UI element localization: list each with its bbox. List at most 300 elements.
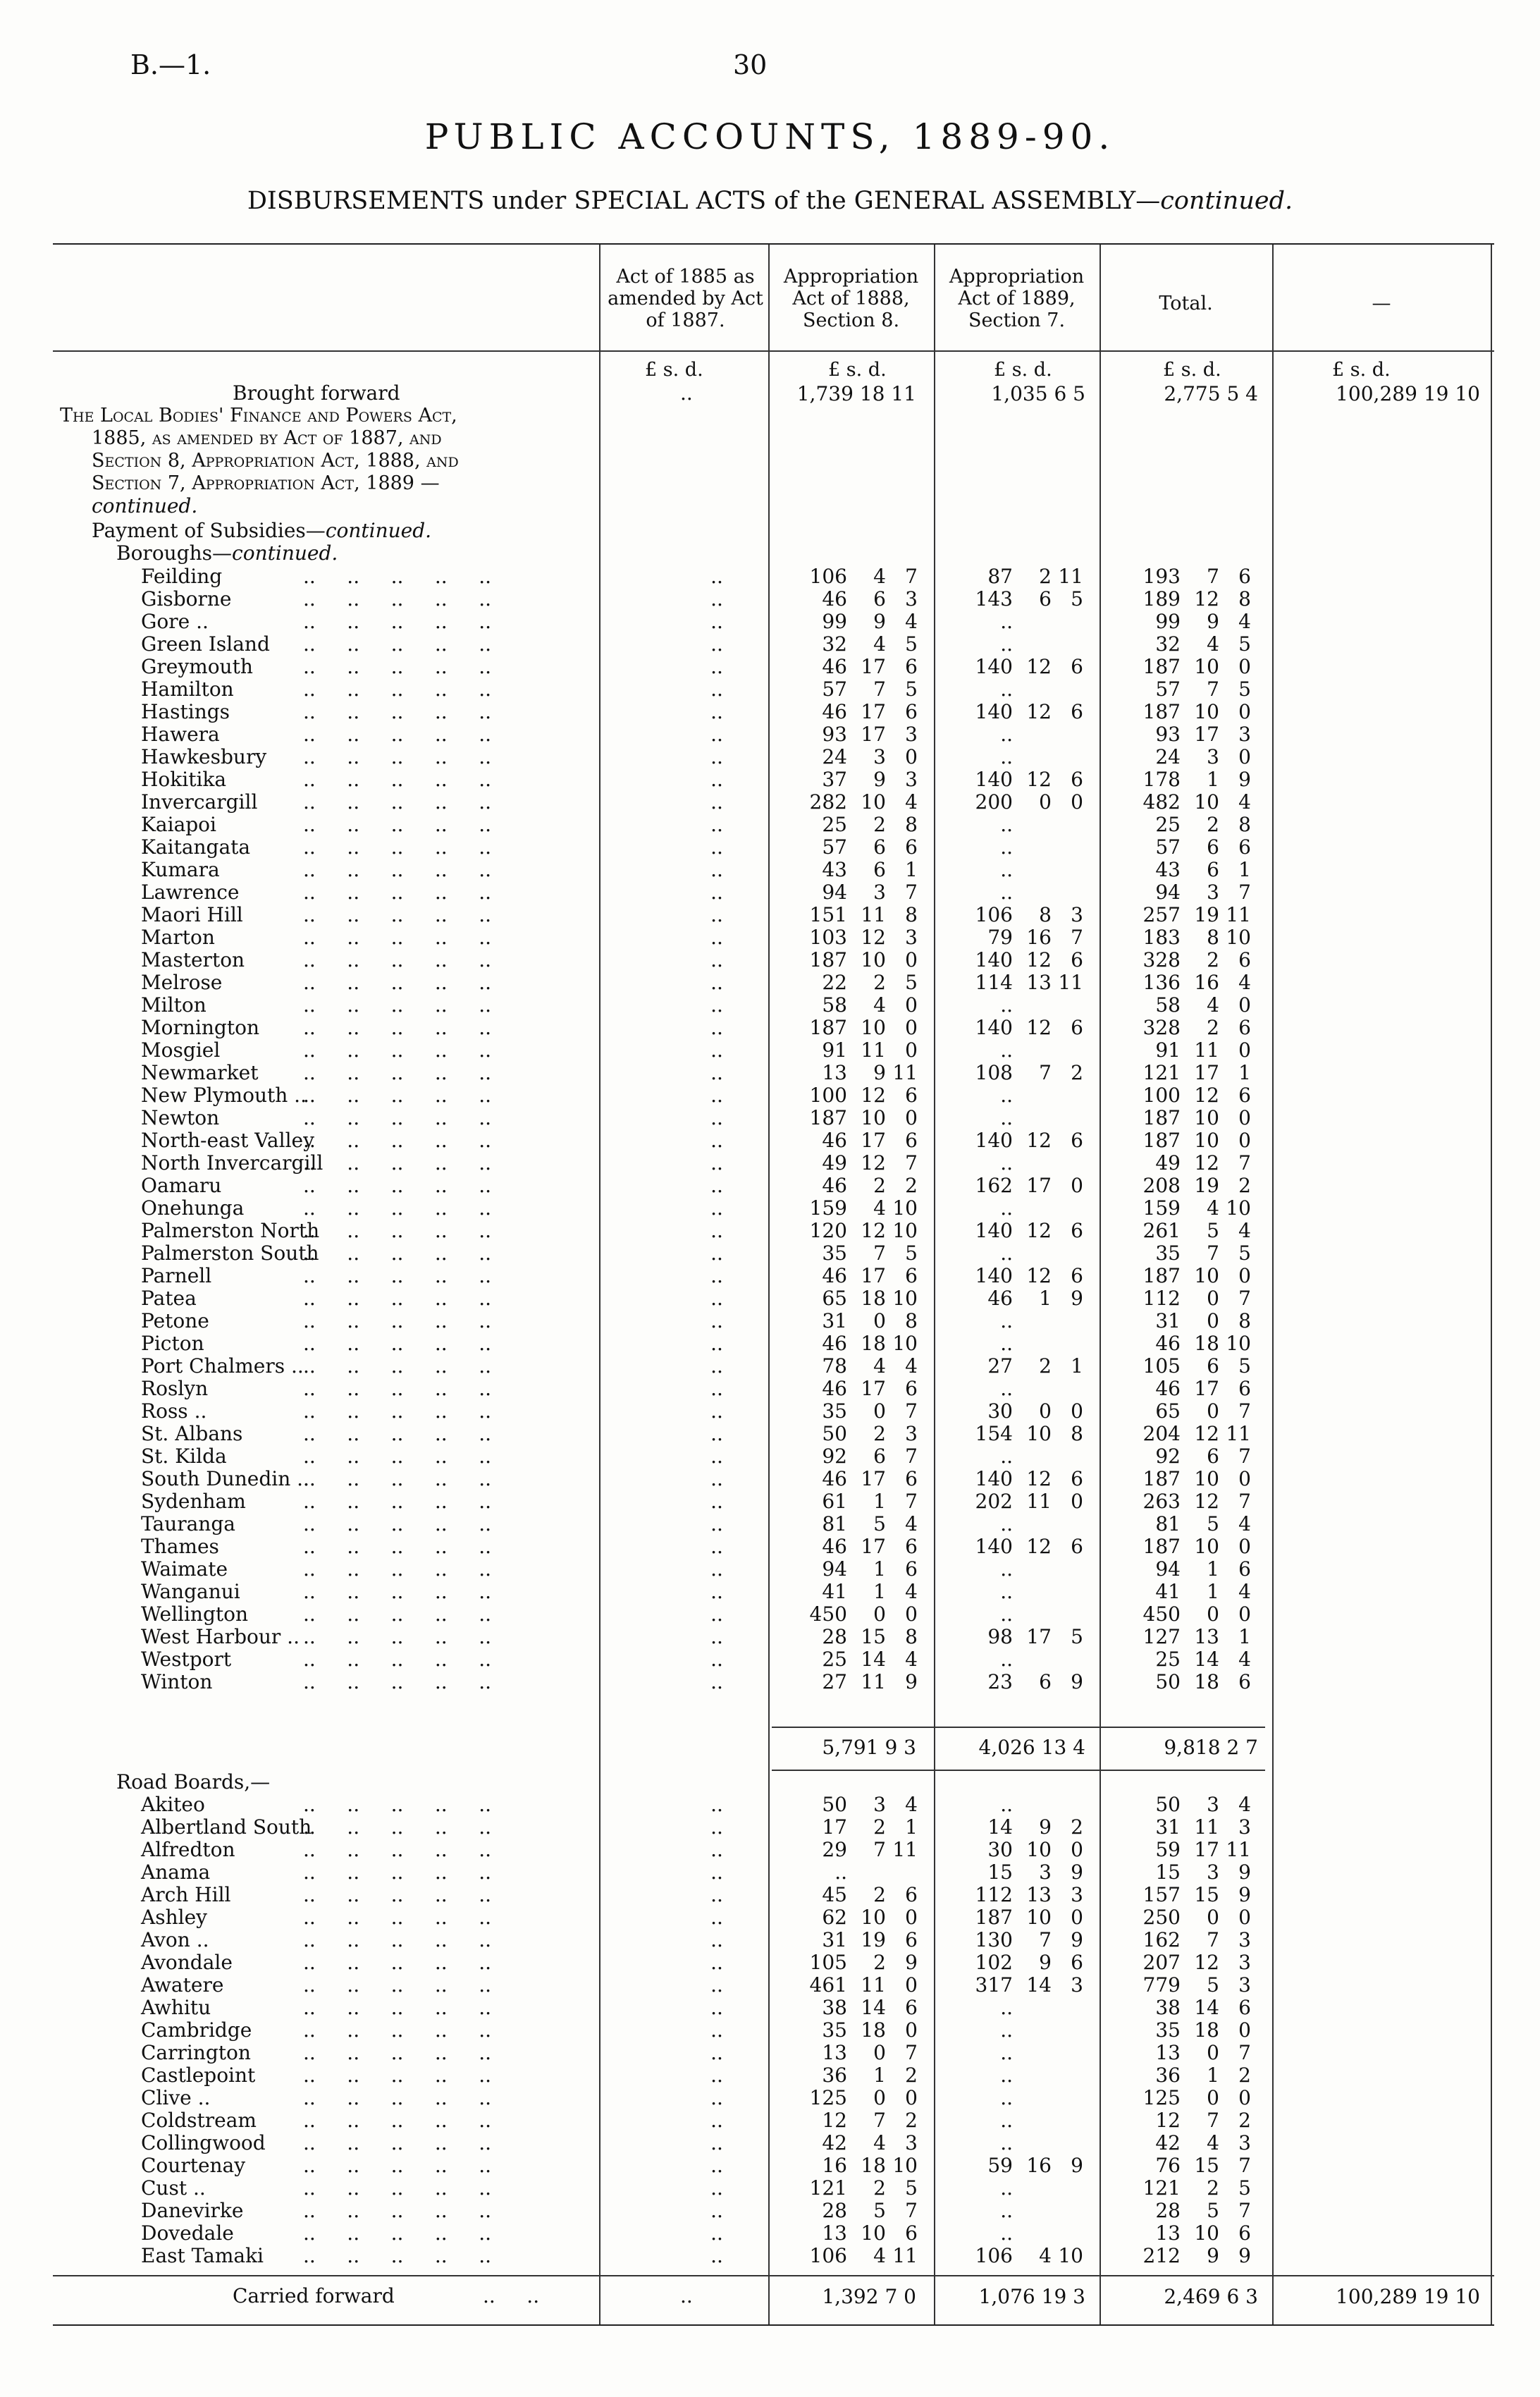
- amount-total-pence: 0: [1238, 1106, 1251, 1129]
- amount-total-pence: 3: [1238, 723, 1251, 746]
- amount-total-shillings: 7: [1207, 2109, 1219, 2132]
- unit-label: £ s. d.: [1332, 359, 1391, 381]
- borough-row-c1: ..: [710, 926, 723, 949]
- amount-total-pounds: 36: [1155, 2064, 1181, 2087]
- amount-total: [1107, 2154, 1255, 2177]
- amount-1888-pence: 6: [905, 1535, 918, 1558]
- leader-dots: .. .. .. .. ..: [303, 1151, 492, 1175]
- amount-1888-pounds: 450: [809, 1602, 847, 1626]
- leader-dots: .. .. .. .. ..: [303, 655, 492, 678]
- amount-total-pence: 8: [1238, 587, 1251, 611]
- amount-total-pounds: 31: [1155, 1309, 1181, 1332]
- borough-row: [53, 904, 1494, 926]
- road-board-row-name: Alfredton: [141, 1838, 235, 1861]
- amount-1888-pounds: ..: [834, 1860, 847, 1884]
- amount-1889-pence: 3: [1071, 1883, 1083, 1906]
- amount-1889-pence: 6: [1071, 655, 1083, 678]
- carried-forward-label: Carried forward: [233, 2284, 395, 2307]
- borough-row-c1: ..: [710, 1264, 723, 1287]
- unit-label: £ s. d.: [1163, 359, 1221, 381]
- amount-1889-pounds: ..: [1000, 2041, 1013, 2064]
- amount-1888: [773, 2109, 921, 2132]
- leader-dots: .. .. .. .. ..: [303, 1793, 492, 1816]
- amount-total-pence: 6: [1238, 1670, 1251, 1693]
- road-board-row-name: Albertland South: [141, 1815, 312, 1839]
- amount-1888-pounds: 57: [822, 678, 847, 701]
- amount-total-shillings: 19: [1194, 903, 1219, 926]
- amount-1888: [773, 656, 921, 678]
- amount-1889: [939, 926, 1087, 949]
- amount-total-shillings: 7: [1207, 565, 1219, 588]
- amount-1889-pence: 10: [1058, 2244, 1083, 2267]
- road-board-row: [53, 1997, 1494, 2019]
- amount-1888: [773, 1310, 921, 1332]
- amount-1889-pence: 9: [1071, 1860, 1083, 1884]
- amount-1889-pounds: ..: [1000, 678, 1013, 701]
- road-board-row: [53, 1839, 1494, 1861]
- amount-1888-shillings: 4: [873, 2131, 886, 2154]
- amount-1888-pence: 2: [905, 1174, 918, 1197]
- amount-total-pence: 5: [1238, 678, 1251, 701]
- amount-1888-pounds: 35: [822, 2018, 847, 2042]
- amount-total-shillings: 17: [1194, 723, 1219, 746]
- amount-total: [1107, 994, 1255, 1017]
- borough-row: [53, 1175, 1494, 1197]
- amount-total-pence: 4: [1238, 1512, 1251, 1535]
- amount-1889-pounds: ..: [1000, 2086, 1013, 2109]
- amount-total-pence: 1: [1238, 1625, 1251, 1648]
- page-number: 30: [733, 49, 768, 80]
- subtotal-c2-pence: 3: [904, 1736, 916, 1759]
- amount-1889: [939, 1310, 1087, 1332]
- amount-total-pounds: 49: [1155, 1151, 1181, 1175]
- amount-1888-pence: 6: [905, 1928, 918, 1951]
- unit-label: £ s. d.: [645, 359, 703, 381]
- amount-1889-pounds: 108: [975, 1061, 1013, 1084]
- amount-total-pounds: 127: [1142, 1625, 1181, 1648]
- borough-row-name: Waimate: [141, 1557, 228, 1581]
- amount-1889-pounds: 59: [987, 2154, 1013, 2177]
- borough-row-c1: ..: [710, 700, 723, 723]
- amount-1888-shillings: 2: [873, 813, 886, 836]
- borough-row-name: Picton: [141, 1332, 204, 1355]
- amount-total-pence: 6: [1238, 1557, 1251, 1581]
- amount-1888-pence: 11: [892, 2244, 918, 2267]
- amount-1888-pence: 0: [905, 993, 918, 1017]
- borough-row-c1: ..: [710, 948, 723, 971]
- amount-total-shillings: 13: [1194, 1625, 1219, 1648]
- amount-1889-pounds: 14: [987, 1815, 1013, 1839]
- amount-1889-pounds: 317: [975, 1973, 1013, 1997]
- borough-row-c1: ..: [710, 565, 723, 588]
- amount-1888-shillings: 18: [861, 2018, 886, 2042]
- amount-1889-shillings: 12: [1026, 1219, 1052, 1242]
- amount-1888-shillings: 10: [861, 790, 886, 814]
- amount-1889-pounds: 106: [975, 2244, 1013, 2267]
- amount-1888-shillings: 2: [873, 2176, 886, 2200]
- amount-1888-shillings: 6: [873, 1445, 886, 1468]
- amount-1888: [773, 1423, 921, 1445]
- amount-total-pounds: 42: [1155, 2131, 1181, 2154]
- amount-1889-pounds: ..: [1000, 1084, 1013, 1107]
- borough-row-c1: ..: [710, 632, 723, 656]
- amount-1889-pounds: ..: [1000, 2018, 1013, 2042]
- amount-1889-pounds: ..: [1000, 2176, 1013, 2200]
- amount-1889-pounds: ..: [1000, 2109, 1013, 2132]
- amount-1888-pence: 11: [892, 1838, 918, 1861]
- amount-total-pounds: 92: [1155, 1445, 1181, 1468]
- amount-total-shillings: 1: [1207, 2064, 1219, 2087]
- amount-total: [1107, 1062, 1255, 1084]
- amount-1889-pounds: 140: [975, 768, 1013, 791]
- amount-1888-pounds: 31: [822, 1309, 847, 1332]
- amount-1889: [939, 1626, 1087, 1648]
- borough-row-c1: ..: [710, 971, 723, 994]
- road-board-row-c1: ..: [710, 2244, 723, 2267]
- amount-1888-pence: 7: [905, 1445, 918, 1468]
- road-board-row-name: Castlepoint: [141, 2064, 256, 2087]
- road-board-row-c1: ..: [710, 2018, 723, 2042]
- road-board-row: [53, 2087, 1494, 2109]
- amount-total-shillings: 10: [1194, 2221, 1219, 2245]
- amount-1888: [773, 1884, 921, 1906]
- amount-total-pounds: 25: [1155, 813, 1181, 836]
- amount-1888: [773, 1355, 921, 1378]
- amount-1889: [939, 2109, 1087, 2132]
- borough-row: [53, 1400, 1494, 1423]
- amount-1889-pence: 2: [1071, 1815, 1083, 1839]
- amount-1889-pounds: 202: [975, 1490, 1013, 1513]
- amount-1888: [773, 1671, 921, 1693]
- amount-total: [1107, 1152, 1255, 1175]
- amount-1888: [773, 1445, 921, 1468]
- road-board-row: [53, 1884, 1494, 1906]
- amount-1888-pounds: 106: [809, 565, 847, 588]
- amount-total-pence: 5: [1238, 1354, 1251, 1378]
- road-board-row: [53, 2177, 1494, 2200]
- amount-1888-shillings: 7: [873, 1242, 886, 1265]
- amount-1888-pence: 5: [905, 678, 918, 701]
- amount-total-pence: 2: [1238, 1174, 1251, 1197]
- borough-row-c1: ..: [710, 1670, 723, 1693]
- amount-total: [1107, 2132, 1255, 2154]
- amount-1888-shillings: 6: [873, 858, 886, 881]
- amount-1889-shillings: 7: [1039, 1061, 1052, 1084]
- borough-row: [53, 1332, 1494, 1355]
- borough-row-c1: ..: [710, 1106, 723, 1129]
- amount-1888-pounds: 187: [809, 948, 847, 971]
- road-board-row: [53, 2245, 1494, 2267]
- column-header-appropriation-1889: Appropriation Act of 1889, Section 7.: [949, 266, 1085, 331]
- leader-dots: .. .. .. .. ..: [303, 2154, 492, 2177]
- amount-1888: [773, 2177, 921, 2200]
- road-board-row-c1: ..: [710, 2131, 723, 2154]
- amount-1888-pounds: 92: [822, 1445, 847, 1468]
- amount-total-shillings: 0: [1207, 1906, 1219, 1929]
- leader-dots: .. .. .. .. ..: [303, 1973, 492, 1997]
- amount-total-shillings: 17: [1194, 1838, 1219, 1861]
- amount-1888-shillings: 9: [873, 610, 886, 633]
- amount-1888: [773, 2064, 921, 2087]
- amount-1888-shillings: 9: [873, 1061, 886, 1084]
- amount-1889-shillings: 16: [1026, 2154, 1052, 2177]
- amount-1889-pounds: ..: [1000, 2064, 1013, 2087]
- borough-row: [53, 949, 1494, 971]
- borough-row-name: Gore ..: [141, 610, 209, 633]
- amount-1888-shillings: 12: [861, 1084, 886, 1107]
- amount-1889: [939, 633, 1087, 656]
- amount-total: [1107, 2245, 1255, 2267]
- amount-1889: [939, 949, 1087, 971]
- amount-1889-pence: 5: [1071, 587, 1083, 611]
- amount-1889-shillings: 10: [1026, 1422, 1052, 1445]
- borough-row-c1: ..: [710, 1512, 723, 1535]
- amount-1888: [773, 1861, 921, 1884]
- amount-1889: [939, 1220, 1087, 1242]
- brought-forward-c4: [1103, 382, 1258, 405]
- boroughs-heading-text: Boroughs—: [116, 541, 233, 565]
- road-board-row-c1: ..: [710, 1793, 723, 1816]
- amount-total-shillings: 1: [1207, 1580, 1219, 1603]
- bf-c3-pence: 5: [1073, 382, 1085, 405]
- road-board-row: [53, 1974, 1494, 1997]
- amount-total-shillings: 10: [1194, 1535, 1219, 1558]
- borough-row-name: Hawera: [141, 723, 220, 746]
- road-board-row-c1: ..: [710, 1951, 723, 1974]
- amount-1889-pence: 0: [1071, 1174, 1083, 1197]
- leader-dots: .. .. .. .. ..: [303, 2018, 492, 2042]
- amount-total: [1107, 859, 1255, 881]
- page-subtitle: [0, 187, 1540, 215]
- amount-1888-shillings: 19: [861, 1928, 886, 1951]
- leader-dots: .. .. .. .. ..: [303, 587, 492, 611]
- amount-1888-pence: 7: [905, 565, 918, 588]
- amount-total-pence: 0: [1238, 1038, 1251, 1062]
- road-board-row-name: Coldstream: [141, 2109, 257, 2132]
- cf-c2-pence: 0: [904, 2285, 916, 2308]
- amount-1889: [939, 2222, 1087, 2245]
- brought-forward-c3: [937, 382, 1085, 405]
- amount-total-pence: 5: [1238, 1242, 1251, 1265]
- amount-total-shillings: 11: [1194, 1815, 1219, 1839]
- borough-row-name: Wellington: [141, 1602, 249, 1626]
- road-board-row-c1: ..: [710, 2176, 723, 2200]
- borough-row: [53, 1242, 1494, 1265]
- amount-1889-pence: 0: [1071, 790, 1083, 814]
- amount-total-shillings: 18: [1194, 1670, 1219, 1693]
- amount-total-pence: 5: [1238, 632, 1251, 656]
- amount-1889-pounds: ..: [1000, 632, 1013, 656]
- borough-row-c1: ..: [710, 1422, 723, 1445]
- road-board-row: [53, 2222, 1494, 2245]
- amount-1889: [939, 1400, 1087, 1423]
- amount-total-shillings: 3: [1207, 745, 1219, 768]
- borough-row: [53, 768, 1494, 791]
- amount-1889-pounds: 79: [987, 926, 1013, 949]
- amount-total-shillings: 7: [1207, 678, 1219, 701]
- borough-row-name: Hastings: [141, 700, 230, 723]
- amount-total-pounds: 25: [1155, 1648, 1181, 1671]
- amount-1888-pounds: 36: [822, 2064, 847, 2087]
- amount-total: [1107, 723, 1255, 746]
- borough-row-name: Greymouth: [141, 655, 253, 678]
- amount-1888-pounds: 41: [822, 1580, 847, 1603]
- amount-total-shillings: 10: [1194, 1264, 1219, 1287]
- borough-row-name: North-east Valley: [141, 1129, 314, 1152]
- amount-1888: [773, 2042, 921, 2064]
- leader-dots: .. .. .. .. ..: [303, 858, 492, 881]
- leader-dots: .. .. .. .. ..: [303, 2109, 492, 2132]
- amount-1889-pounds: 154: [975, 1422, 1013, 1445]
- subtotal-c4-shillings: 2: [1226, 1736, 1240, 1759]
- leader-dots: .. .. .. .. ..: [303, 903, 492, 926]
- amount-1888-pence: 7: [905, 2041, 918, 2064]
- amount-total-pounds: 12: [1155, 2109, 1181, 2132]
- amount-1889-shillings: 17: [1026, 1174, 1052, 1197]
- borough-row-name: Maori Hill: [141, 903, 243, 926]
- leader-dots: .. .. .. .. ..: [303, 1838, 492, 1861]
- leader-dots: .. .. .. .. ..: [303, 745, 492, 768]
- amount-total: [1107, 1265, 1255, 1287]
- amount-1889-pence: 6: [1071, 1129, 1083, 1152]
- amount-1889-pence: 0: [1071, 1399, 1083, 1423]
- borough-row: [53, 746, 1494, 768]
- amount-total-shillings: 10: [1194, 1467, 1219, 1490]
- amount-1889-pence: 11: [1058, 971, 1083, 994]
- amount-total-pence: 4: [1238, 1580, 1251, 1603]
- amount-total-pence: 6: [1238, 1377, 1251, 1400]
- amount-total-pounds: 183: [1142, 926, 1181, 949]
- amount-1888-pounds: 25: [822, 1648, 847, 1671]
- boroughs-subtotal-c3: [937, 1736, 1085, 1759]
- amount-total-pounds: 15: [1155, 1860, 1181, 1884]
- amount-total-pounds: 187: [1142, 1535, 1181, 1558]
- cf-c3-pence: 3: [1073, 2285, 1085, 2308]
- amount-1889: [939, 1287, 1087, 1310]
- carried-forward-c3: [937, 2285, 1085, 2308]
- borough-row: [53, 1355, 1494, 1378]
- borough-row-c1: ..: [710, 1196, 723, 1220]
- amount-1889: [939, 1378, 1087, 1400]
- amount-1889-pounds: 140: [975, 1264, 1013, 1287]
- amount-1889-shillings: 13: [1026, 971, 1052, 994]
- amount-1888-pounds: 81: [822, 1512, 847, 1535]
- amount-total-shillings: 14: [1194, 1996, 1219, 2019]
- amount-total-pence: 6: [1238, 948, 1251, 971]
- amount-1889-pounds: ..: [1000, 881, 1013, 904]
- leader-dots: .. .. .. .. ..: [303, 1264, 492, 1287]
- amount-total: [1107, 1242, 1255, 1265]
- cf-c5-shillings: 19: [1423, 2285, 1449, 2308]
- amount-1888: [773, 1603, 921, 1626]
- borough-row-c1: ..: [710, 858, 723, 881]
- amount-1888-pounds: 159: [809, 1196, 847, 1220]
- amount-1888-pounds: 121: [809, 2176, 847, 2200]
- amount-1889: [939, 1603, 1087, 1626]
- amount-total: [1107, 1107, 1255, 1129]
- amount-1889-shillings: 7: [1039, 1928, 1052, 1951]
- leader-dots: .. .. .. .. ..: [303, 971, 492, 994]
- amount-1889-pounds: 140: [975, 948, 1013, 971]
- amount-total-shillings: 9: [1207, 2244, 1219, 2267]
- leader-dots: .. .. .. .. ..: [303, 1557, 492, 1581]
- amount-total-pounds: 250: [1142, 1906, 1181, 1929]
- amount-1889-shillings: 12: [1026, 1129, 1052, 1152]
- amount-1889-pence: 6: [1071, 1467, 1083, 1490]
- amount-total-pence: 4: [1238, 1219, 1251, 1242]
- amount-1888: [773, 2132, 921, 2154]
- carried-forward-c5: [1276, 2285, 1480, 2308]
- borough-row-c1: ..: [710, 587, 723, 611]
- leader-dots: .. .. .. .. ..: [303, 1906, 492, 1929]
- amount-1888-pounds: 94: [822, 881, 847, 904]
- amount-1888: [773, 768, 921, 791]
- amount-1889: [939, 1861, 1087, 1884]
- amount-1889: [939, 723, 1087, 746]
- amount-1888: [773, 814, 921, 836]
- boroughs-heading-continued: continued.: [232, 541, 338, 565]
- borough-row: [53, 1603, 1494, 1626]
- borough-row: [53, 611, 1494, 633]
- amount-1889: [939, 588, 1087, 611]
- borough-row: [53, 1490, 1494, 1513]
- amount-total-pounds: 13: [1155, 2041, 1181, 2064]
- amount-1889-pounds: 112: [975, 1883, 1013, 1906]
- leader-dots: .. .. .. .. ..: [303, 1219, 492, 1242]
- amount-total-pounds: 91: [1155, 1038, 1181, 1062]
- amount-total: [1107, 1581, 1255, 1603]
- amount-1889: [939, 1929, 1087, 1951]
- amount-1888-pounds: 49: [822, 1151, 847, 1175]
- borough-row-c1: ..: [710, 1016, 723, 1039]
- amount-1888: [773, 1062, 921, 1084]
- carried-forward-c2: [772, 2285, 916, 2308]
- borough-row: [53, 859, 1494, 881]
- amount-1888: [773, 1974, 921, 1997]
- amount-1889-pounds: ..: [1000, 835, 1013, 859]
- amount-1889-shillings: 12: [1026, 700, 1052, 723]
- amount-total-shillings: 6: [1207, 835, 1219, 859]
- amount-total: [1107, 1535, 1255, 1558]
- amount-1888-pounds: 100: [809, 1084, 847, 1107]
- amount-1888-shillings: 17: [861, 1535, 886, 1558]
- amount-1889-pence: 2: [1071, 1061, 1083, 1084]
- road-board-row: [53, 1794, 1494, 1816]
- subtotal-c2-pounds: 5,791: [822, 1736, 879, 1759]
- amount-1889-pounds: ..: [1000, 993, 1013, 1017]
- amount-1889-pounds: ..: [1000, 1557, 1013, 1581]
- amount-total-shillings: 6: [1207, 1354, 1219, 1378]
- amount-total-pence: 3: [1238, 1973, 1251, 1997]
- amount-1888-pounds: 32: [822, 632, 847, 656]
- amount-total-pence: 0: [1238, 2086, 1251, 2109]
- amount-1888-pence: 10: [892, 1219, 918, 1242]
- leader-dots: .. .. .. .. ..: [303, 1996, 492, 2019]
- amount-1889-pounds: ..: [1000, 1793, 1013, 1816]
- amount-total-shillings: 0: [1207, 2086, 1219, 2109]
- amount-total-pounds: 204: [1142, 1422, 1181, 1445]
- road-board-row-name: Clive ..: [141, 2086, 211, 2109]
- amount-total-pence: 7: [1238, 1399, 1251, 1423]
- amount-1888: [773, 1490, 921, 1513]
- borough-row: [53, 1648, 1494, 1671]
- amount-total-pounds: 50: [1155, 1793, 1181, 1816]
- amount-1888-shillings: 0: [873, 2086, 886, 2109]
- leader-dots: .. .. .. .. ..: [303, 610, 492, 633]
- amount-1889-pence: 9: [1071, 2154, 1083, 2177]
- amount-1888-shillings: 4: [873, 2244, 886, 2267]
- amount-1888-pounds: 46: [822, 1174, 847, 1197]
